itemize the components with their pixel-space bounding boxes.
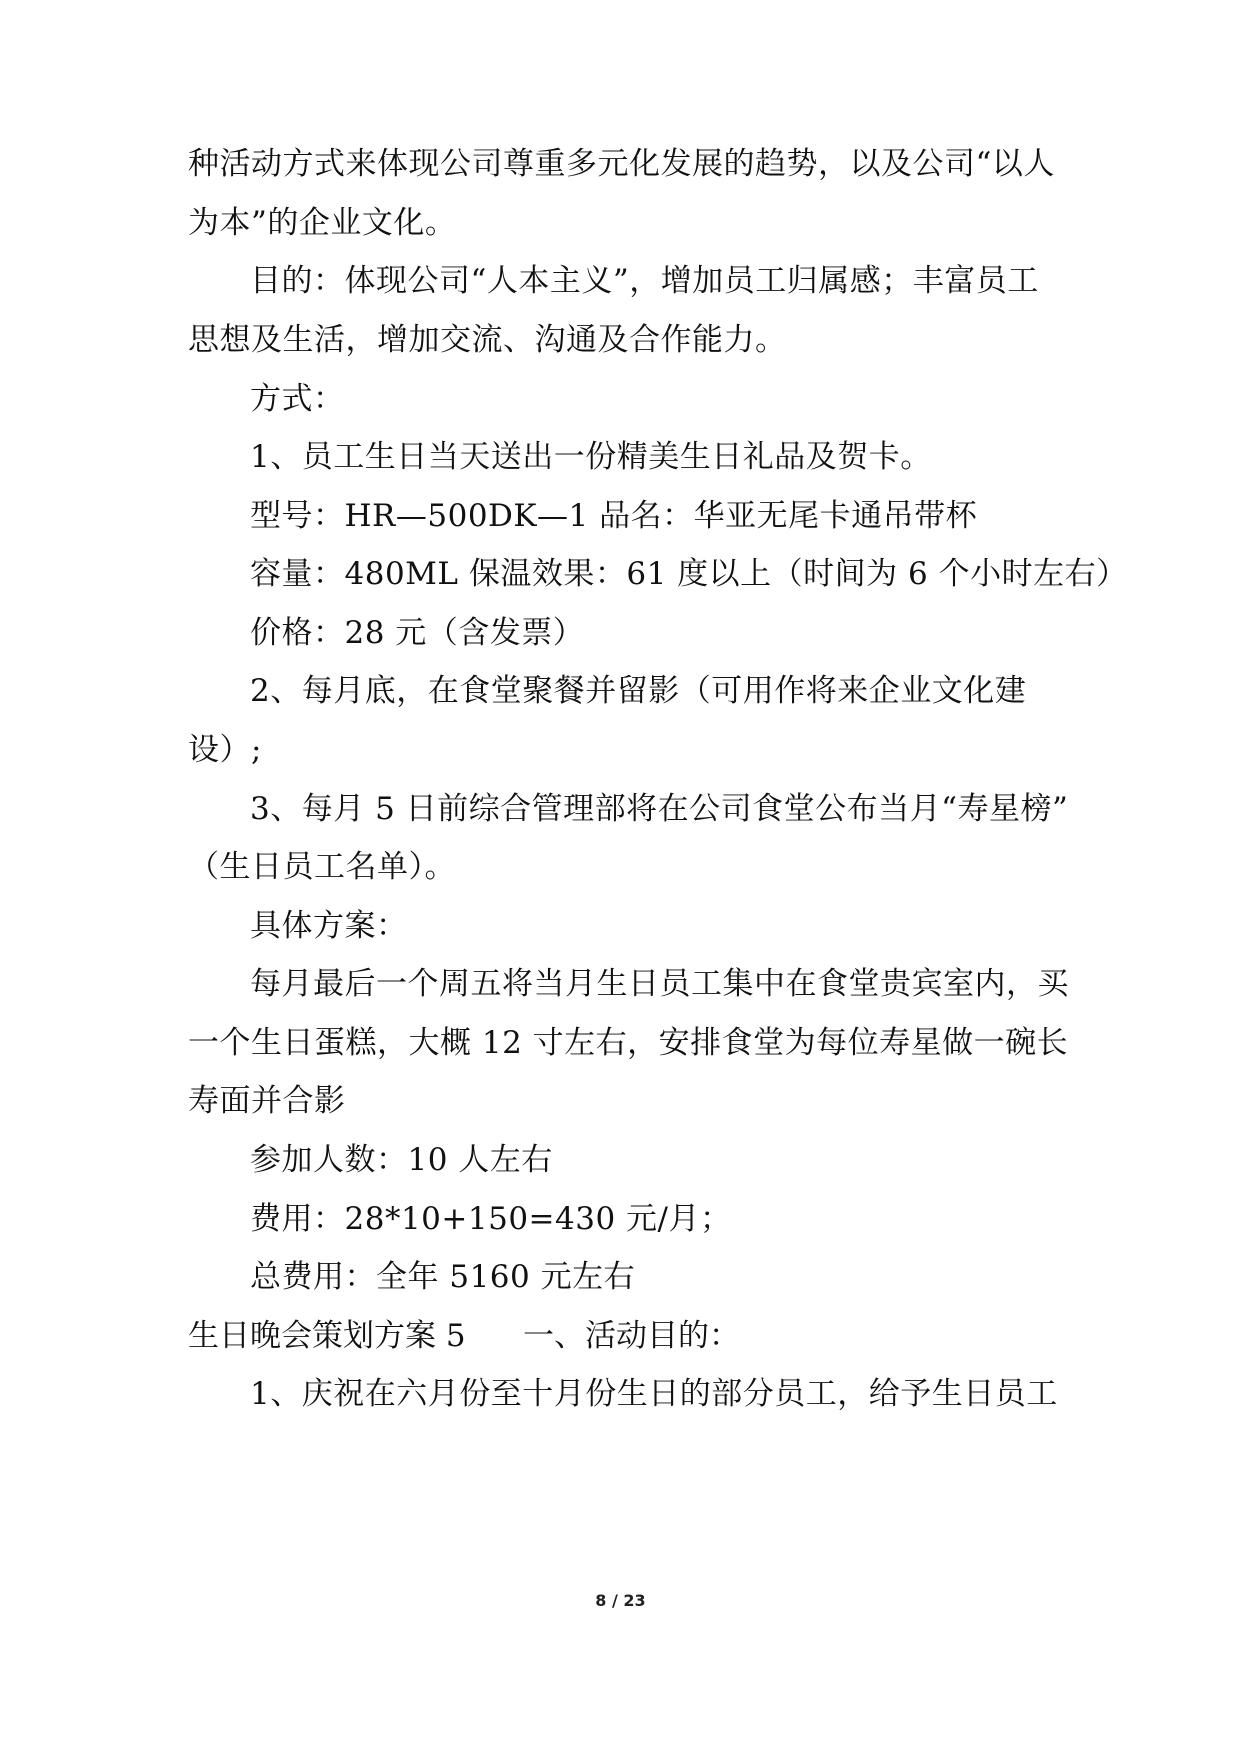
text-line: 为本”的企业文化。 xyxy=(188,205,457,241)
text-line: 2、每月底，在食堂聚餐并留影（可用作将来企业文化建 xyxy=(250,673,1027,709)
page-number: 8 / 23 xyxy=(595,1591,646,1610)
text-line: （生日员工名单）。 xyxy=(188,849,456,885)
text-line: 3、每月 5 日前综合管理部将在公司食堂公布当月“寿星榜” xyxy=(250,791,1069,827)
text-line: 1、庆祝在六月份至十月份生日的部分员工，给予生日员工 xyxy=(250,1376,1058,1412)
text-line: 一个生日蛋糕，大概 12 寸左右，安排食堂为每位寿星做一碗长 xyxy=(188,1025,1069,1061)
text-line: 目的：体现公司“人本主义”，增加员工归属感；丰富员工 xyxy=(250,263,1039,299)
section-title: 生日晚会策划方案 5 xyxy=(188,1318,466,1354)
text-line: 价格：28 元（含发票） xyxy=(250,615,585,651)
text-line: 寿面并合影 xyxy=(188,1083,346,1119)
text-line: 总费用：全年 5160 元左右 xyxy=(250,1259,636,1295)
text-line: 方式： xyxy=(250,381,345,417)
text-line: 设）; xyxy=(188,732,262,768)
text-line: 费用：28*10+150=430 元/月； xyxy=(250,1201,732,1237)
text-line: 参加人数：10 人左右 xyxy=(250,1142,553,1178)
text-line: 具体方案： xyxy=(250,908,408,944)
text-line: 1、员工生日当天送出一份精美生日礼品及贺卡。 xyxy=(250,439,932,475)
section-subtitle: 一、活动目的： xyxy=(523,1318,740,1354)
text-line: 容量：480ML 保温效果：61 度以上（时间为 6 个小时左右） xyxy=(250,556,1128,592)
text-line: 每月最后一个周五将当月生日员工集中在食堂贵宾室内，买 xyxy=(250,966,1069,1002)
text-line: 种活动方式来体现公司尊重多元化发展的趋势，以及公司“以人 xyxy=(188,146,1055,182)
text-line: 思想及生活，增加交流、沟通及合作能力。 xyxy=(188,322,787,358)
text-line: 型号：HR—500DK—1 品名：华亚无尾卡通吊带杯 xyxy=(250,498,978,534)
